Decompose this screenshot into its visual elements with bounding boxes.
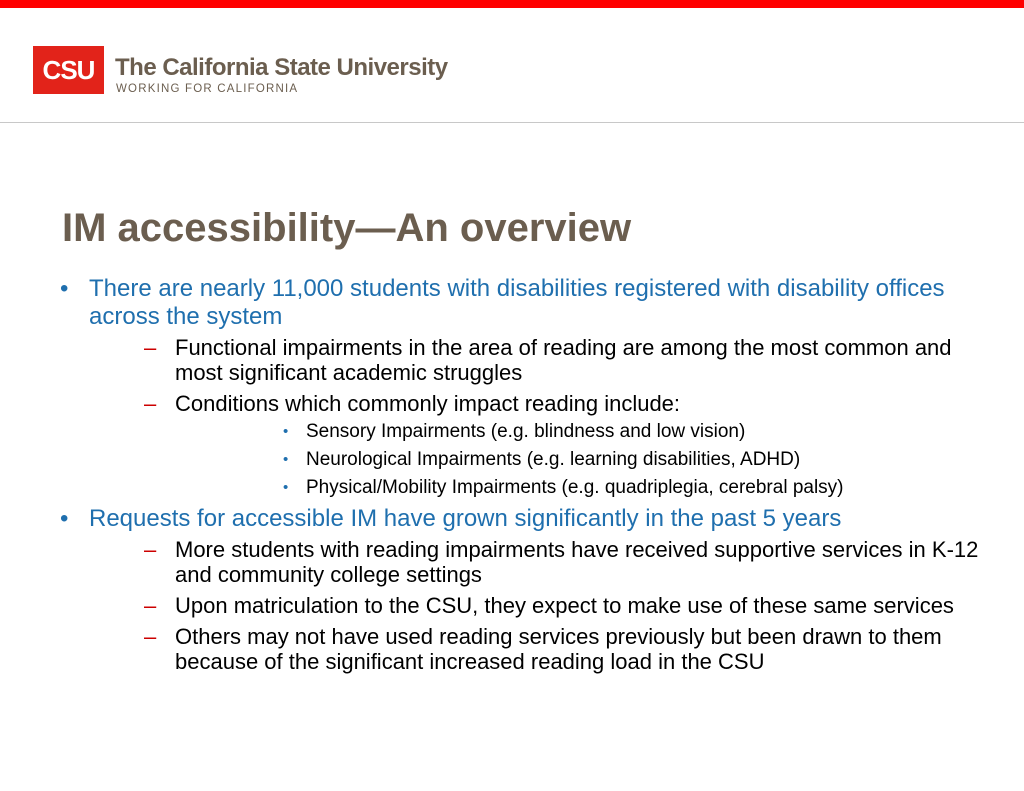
- sub-bullet-item: [89, 335, 980, 385]
- sub-sub-bullet-text: Neurological Impairments (e.g. learning disabilities, ADHD): [306, 449, 801, 470]
- dash-marker: –: [144, 391, 157, 416]
- dash-marker: –: [144, 624, 157, 649]
- sub-bullet-item: [89, 537, 980, 587]
- dash-marker: –: [144, 537, 157, 562]
- sub-bullet-item: [89, 624, 980, 674]
- sub-bullet-text: Conditions which commonly impact reading include:: [175, 391, 681, 416]
- dash-marker: –: [144, 593, 157, 618]
- sub-bullet-text: Functional impairments in the area of reading are among the most common and most significant academic struggles: [175, 335, 952, 385]
- sub-sub-bullet-text: Physical/Mobility Impairments (e.g. quadriplegia, cerebral palsy): [306, 477, 844, 498]
- sub-bullet-text: Upon matriculation to the CSU, they expect to make use of these same services: [175, 593, 954, 618]
- sub-bullet-text: More students with reading impairments have received supportive services in K-12 and community college settings: [175, 537, 979, 587]
- bullet-list: [60, 275, 980, 674]
- bullet-marker: •: [283, 423, 289, 440]
- org-tagline: WORKING FOR CALIFORNIA: [116, 83, 299, 95]
- slide-title: IM accessibility—An overview: [62, 206, 632, 250]
- slide-content: [60, 275, 980, 680]
- sub-sub-bullet-item: [175, 449, 980, 471]
- sub-sub-bullet-text: Sensory Impairments (e.g. blindness and low vision): [306, 421, 746, 442]
- sub-sub-bullet-list: [175, 421, 980, 499]
- bullet-item: [60, 505, 980, 674]
- bullet-text: Requests for accessible IM have grown significantly in the past 5 years: [89, 505, 842, 532]
- sub-sub-bullet-item: [175, 421, 980, 443]
- dash-marker: –: [144, 335, 157, 360]
- sub-bullet-list: [89, 335, 980, 499]
- header-divider: [0, 122, 1024, 123]
- bullet-text: There are nearly 11,000 students with disabilities registered with disability offices across the system: [89, 275, 945, 330]
- sub-bullet-item: [89, 593, 980, 618]
- bullet-item: [60, 275, 980, 499]
- sub-bullet-text: Others may not have used reading services previously but been drawn to them because of the significant increased reading load in the CSU: [175, 624, 942, 674]
- sub-bullet-list: [89, 537, 980, 674]
- bullet-marker: •: [283, 479, 289, 496]
- bullet-marker: •: [60, 275, 69, 302]
- top-accent-bar: [0, 0, 1024, 8]
- bullet-marker: •: [60, 505, 69, 532]
- org-name: The California State University: [115, 54, 448, 81]
- sub-sub-bullet-item: [175, 477, 980, 499]
- bullet-marker: •: [283, 451, 289, 468]
- sub-bullet-item: [89, 391, 980, 499]
- csu-logo-mark: CSU: [33, 46, 104, 94]
